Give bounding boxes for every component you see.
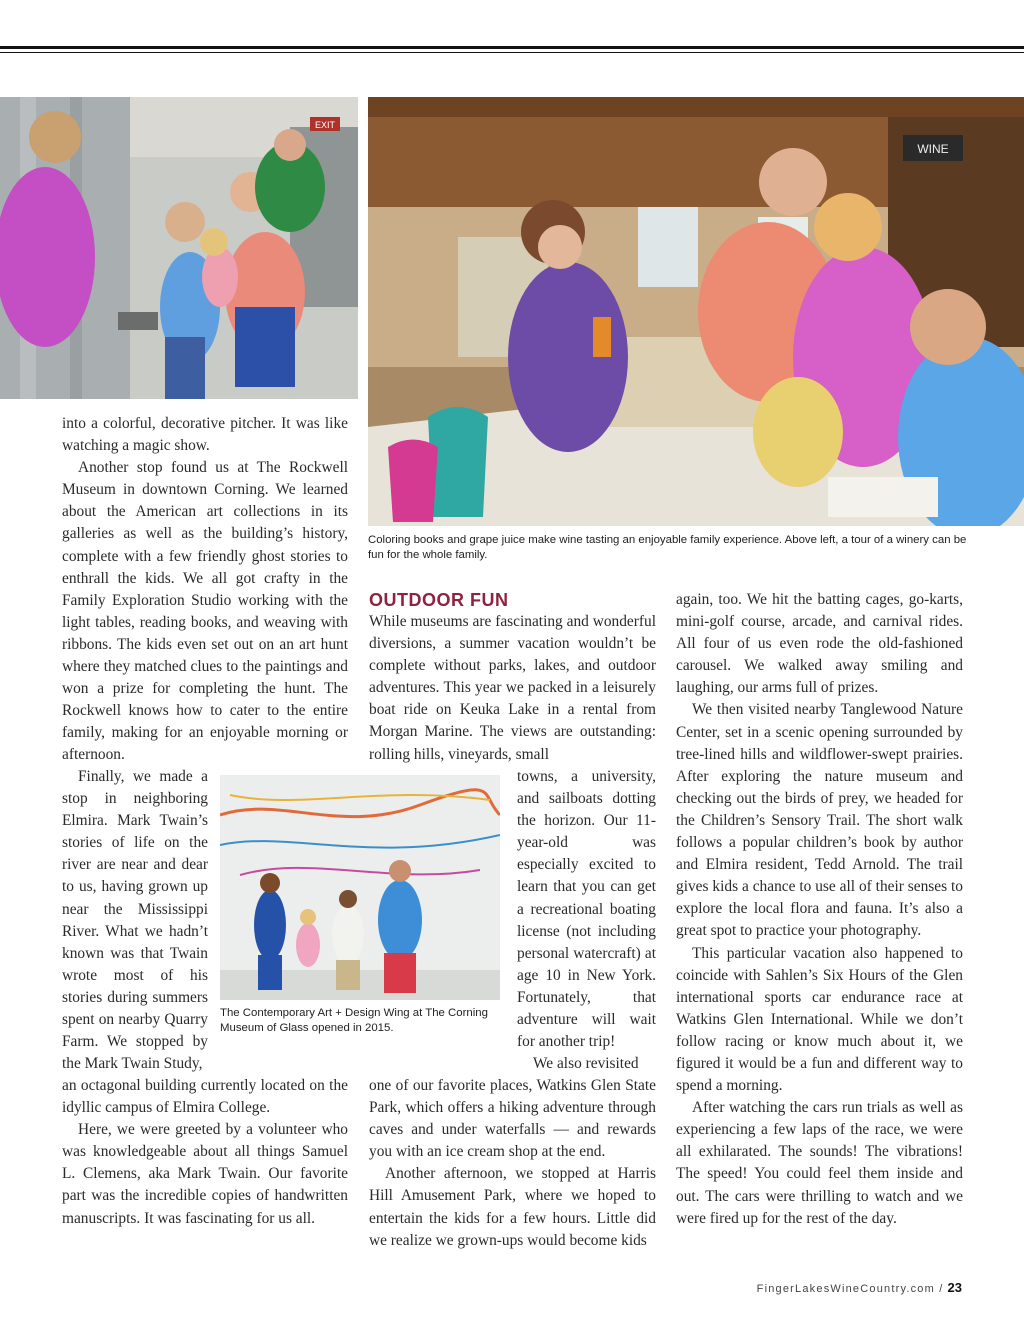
page-number: 23 xyxy=(947,1280,962,1295)
wine-tasting-photo xyxy=(368,97,1024,526)
footer-separator: / xyxy=(939,1283,944,1295)
header-rule-thin xyxy=(0,52,1024,53)
paragraph: an octagonal building currently located on the idyllic campus of Elmira College. xyxy=(62,1077,348,1117)
column-2-text xyxy=(369,589,656,766)
glass-museum-photo xyxy=(220,775,500,1000)
paragraph: Here, we were greeted by a volunteer who was knowledgeable about all things Samuel L. Clemens, aka Mark Twain. Our favorite part was the incredible copies of handwritten manuscripts. It was fascinating for us all. xyxy=(62,1121,348,1227)
page-footer xyxy=(757,1280,962,1295)
paragraph: into a colorful, decorative pitcher. It was like watching a magic show. xyxy=(62,415,348,455)
column-1-narrow-text xyxy=(62,766,208,1075)
footer-site-link[interactable]: FingerLakesWineCountry.com xyxy=(756,1283,935,1295)
paragraph: Another afternoon, we stopped at Harris Hill Amusement Park, where we hoped to entertain the kids for a few hours. Little did we realize we grown-ups would become kids xyxy=(369,1165,656,1249)
paragraph: again, too. We hit the batting cages, go-karts, mini-golf course, arcade, and carnival rides. All four of us even rode the old-fashioned carousel. We walked away smiling and laughing, our arms full of prizes. xyxy=(676,591,963,697)
winery-tour-photo xyxy=(0,97,358,399)
paragraph: While museums are fascinating and wonderful diversions, a summer vacation wouldn’t be complete without parks, lakes, and outdoor adventures. This year we packed in a leisurely boat ride on Keuka Lake in a rental from Morgan Marine. The views are outstanding: rolling hills, vineyards, small xyxy=(369,613,656,763)
paragraph: Finally, we made a stop in neighboring Elmira. Mark Twain’s stories of life on the river are near and dear to us, having grown up near the Mississippi River. What we hadn’t known was that Twain wrote most of his stories during summers spent on nearby Quarry Farm. We stopped by the Mark Twain Study, xyxy=(62,768,208,1073)
column-1-text xyxy=(62,413,348,767)
paragraph: This particular vacation also happened to coincide with Sahlen’s Six Hours of the Glen international sports car endurance race at Watkins Glen International. While we don’t follow racing or know much about it, we figured it would be a fun and different way to spend a morning. xyxy=(676,944,963,1095)
paragraph: one of our favorite places, Watkins Glen State Park, which offers a hiking adventure through caves and under waterfalls — and rewards you with an ice cream shop at the end. xyxy=(369,1077,656,1161)
wine-sign-label: WINE xyxy=(917,142,949,156)
paragraph: We then visited nearby Tanglewood Nature Center, set in a scenic opening surrounded by tree-lined hills and wildflower-swept prairies. After exploring the nature museum and checking out the birds of prey, we headed for the Children’s Sensory Trail. The short walk follows a popular children’s book by author and Elmira resident, Tedd Arnold. The trail gives kids a chance to use all of their senses to explore the local flora and fauna. It’s also a great spot to practice your photography. xyxy=(676,701,963,940)
exit-sign-label: EXIT xyxy=(314,120,336,130)
header-rule-thick xyxy=(0,46,1024,49)
column-1-lower-text xyxy=(62,1075,348,1230)
column-2-narrow-text xyxy=(517,766,656,1075)
inset-photo-caption: The Contemporary Art + Design Wing at The Corning Museum of Glass opened in 2015. xyxy=(220,1007,488,1034)
section-heading: OUTDOOR FUN xyxy=(369,590,509,610)
paragraph: Another stop found us at The Rockwell Museum in downtown Corning. We learned about the American art collections in its galleries as well as the building’s history, complete with a few friendly ghost stories to enthrall the kids. We all got crafty in the Family Exploration Studio working with the light tables, reading books, and weaving with ribbons. The kids even set out on an art hunt where they matched clues to the paintings and won a prize for completing the hunt. The Rockwell knows how to cater to the entire family, making for an enjoyable morning or afternoon. xyxy=(62,459,348,764)
paragraph: After watching the cars run trials as well as experiencing a few laps of the race, we were all exhilarated. The sounds! The vibrations! The speed! You could feel them inside and out. The cars were thrilling to watch and we were fired up for the rest of the day. xyxy=(676,1099,963,1227)
column-3-text xyxy=(676,589,963,1230)
paragraph: towns, a university, and sailboats dotting the horizon. Our 11-year-old was especially excited to learn that you can get a recreational boating license (not including personal watercraft) at age 10 in New York. Fortunately, that adventure will wait for another trip! xyxy=(517,768,656,1051)
paragraph: We also revisited xyxy=(533,1055,639,1073)
main-photo-caption: Coloring books and grape juice make wine tasting an enjoyable family experience. Above left, a tour of a winery can be fun for the whole family. xyxy=(368,534,967,561)
column-2-lower-text xyxy=(369,1075,656,1252)
